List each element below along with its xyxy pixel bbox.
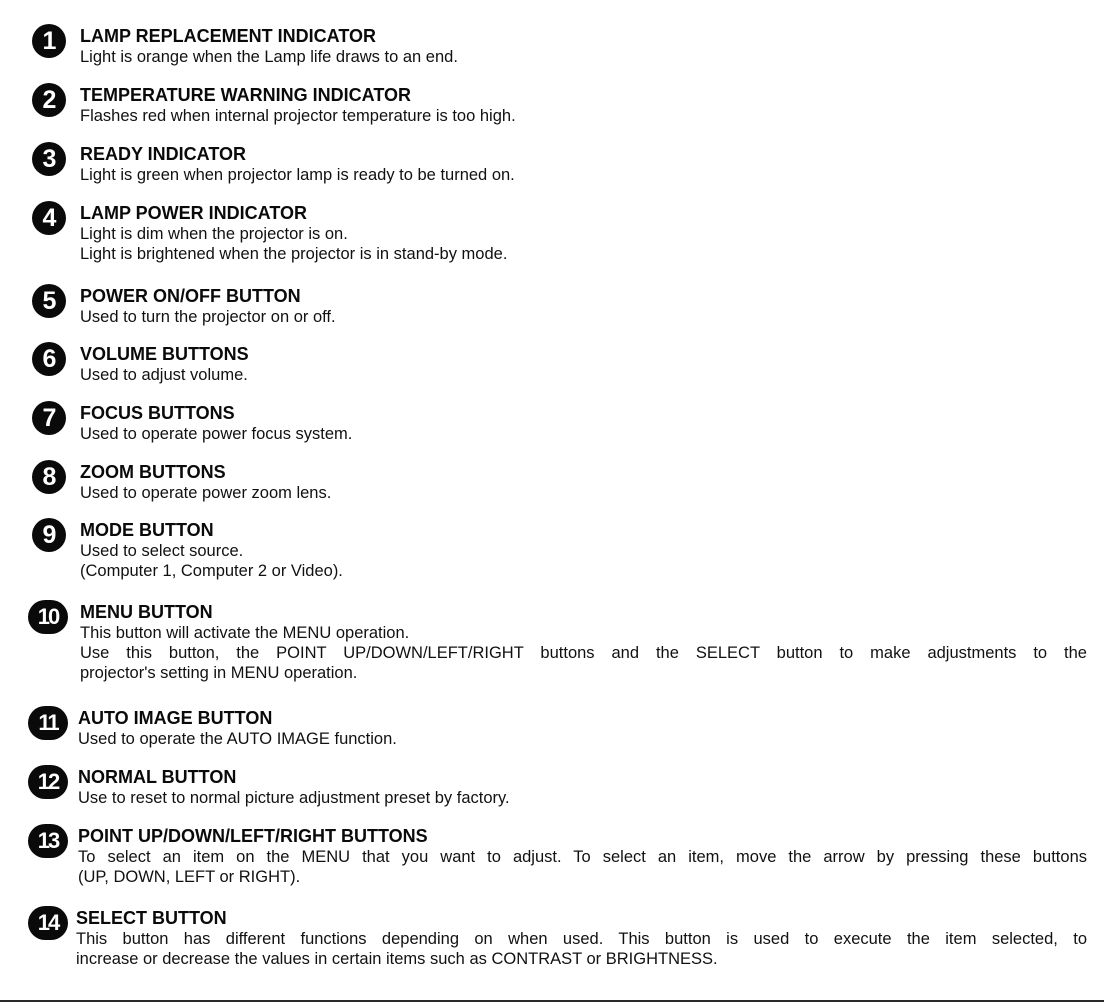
description-line: Used to operate power focus system. (80, 425, 353, 443)
description-line: Light is orange when the Lamp life draws to an end. (80, 48, 458, 66)
item-heading: SELECT BUTTON (76, 908, 227, 928)
description-line: Light is dim when the projector is on. (80, 225, 348, 243)
item-heading: VOLUME BUTTONS (80, 344, 249, 364)
description-line: (UP, DOWN, LEFT or RIGHT). (78, 868, 301, 886)
description-line: Use to reset to normal picture adjustment preset by factory. (78, 789, 510, 807)
description-line: Used to operate the AUTO IMAGE function. (78, 730, 397, 748)
item-number-badge: 1 (32, 24, 66, 58)
item-number-badge: 13 (28, 824, 68, 858)
item-heading: MODE BUTTON (80, 520, 214, 540)
item-description (80, 307, 1087, 327)
item-description (80, 541, 1087, 581)
item-heading: TEMPERATURE WARNING INDICATOR (80, 85, 411, 105)
item-heading: FOCUS BUTTONS (80, 403, 235, 423)
description-line: projector's setting in MENU operation. (80, 664, 358, 682)
item-heading: LAMP POWER INDICATOR (80, 203, 308, 223)
item-description (76, 929, 1087, 969)
description-line: (Computer 1, Computer 2 or Video). (80, 562, 343, 580)
item-description (80, 623, 1087, 683)
description-line: Used to turn the projector on or off. (80, 308, 336, 326)
description-line: increase or decrease the values in certain items such as CONTRAST or BRIGHTNESS. (76, 950, 718, 968)
item-description (80, 47, 1087, 67)
item-heading: POINT UP/DOWN/LEFT/RIGHT BUTTONS (78, 826, 428, 846)
item-description (80, 106, 1087, 126)
description-line: This button has different functions depending on when used. This button is used to execute the item selected, to (76, 930, 1087, 948)
item-number-badge: 7 (32, 401, 66, 435)
item-number-badge: 11 (28, 706, 68, 740)
item-number-badge: 3 (32, 142, 66, 176)
item-number-badge: 6 (32, 342, 66, 376)
item-description (80, 365, 1087, 385)
description-line: Light is brightened when the projector is in stand-by mode. (80, 245, 508, 263)
item-number-badge: 8 (32, 460, 66, 494)
bottom-divider (0, 1000, 1104, 1002)
item-number-badge: 12 (28, 765, 68, 799)
item-number-badge: 5 (32, 284, 66, 318)
item-description (80, 483, 1087, 503)
item-number-badge: 9 (32, 518, 66, 552)
description-line: Flashes red when internal projector temperature is too high. (80, 107, 516, 125)
item-heading: LAMP REPLACEMENT INDICATOR (80, 26, 377, 46)
item-number-badge: 2 (32, 83, 66, 117)
item-number-badge: 4 (32, 201, 66, 235)
item-heading: MENU BUTTON (80, 602, 213, 622)
description-line: Use this button, the POINT UP/DOWN/LEFT/RIGHT buttons and the SELECT button to make adjustments to the (80, 644, 1087, 662)
item-heading: READY INDICATOR (80, 144, 247, 164)
item-description (78, 847, 1087, 887)
item-heading: POWER ON/OFF BUTTON (80, 286, 301, 306)
description-line: To select an item on the MENU that you want to adjust. To select an item, move the arrow by pressing these buttons (78, 848, 1087, 866)
item-number-badge: 10 (28, 600, 68, 634)
description-line: Used to operate power zoom lens. (80, 484, 332, 502)
description-line: This button will activate the MENU operation. (80, 624, 410, 642)
description-line: Used to adjust volume. (80, 366, 248, 384)
description-line: Used to select source. (80, 542, 244, 560)
description-line: Light is green when projector lamp is ready to be turned on. (80, 166, 515, 184)
item-description (80, 224, 1087, 264)
item-description (78, 788, 1087, 808)
item-description (80, 165, 1087, 185)
item-number-badge: 14 (28, 906, 68, 940)
item-description (80, 424, 1087, 444)
item-heading: NORMAL BUTTON (78, 767, 237, 787)
item-heading: ZOOM BUTTONS (80, 462, 226, 482)
item-heading: AUTO IMAGE BUTTON (78, 708, 273, 728)
item-description (78, 729, 1087, 749)
